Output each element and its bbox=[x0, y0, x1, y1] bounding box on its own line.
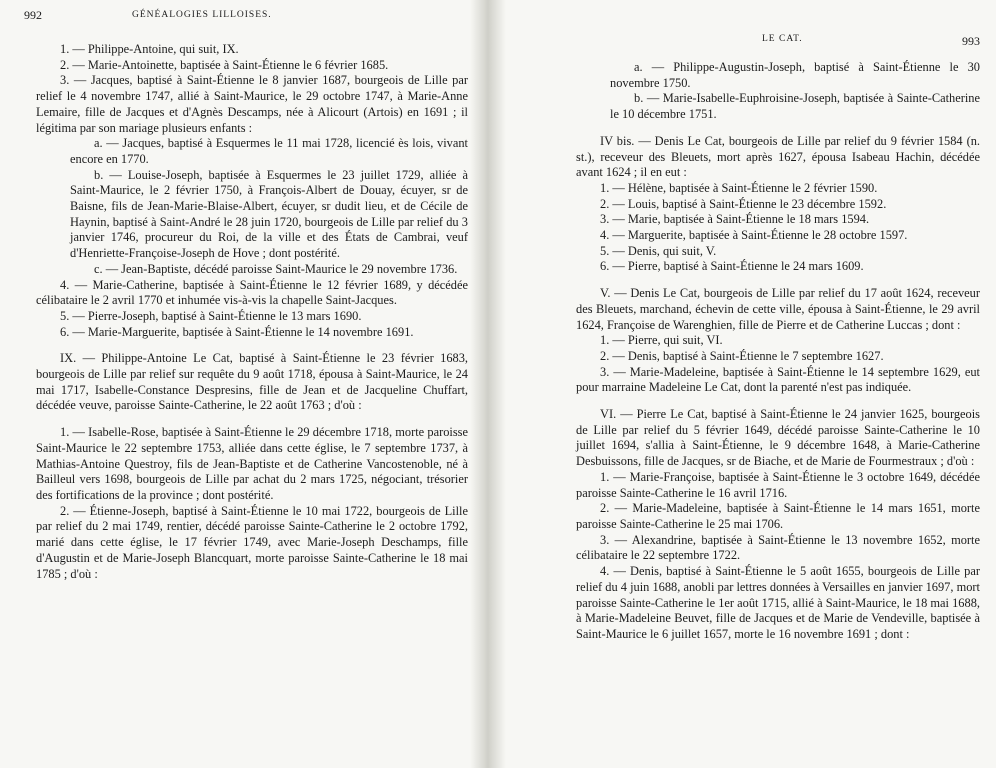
section-gap bbox=[36, 414, 468, 425]
right-text-block bbox=[576, 60, 980, 643]
child-entry: 3. — Marie-Madeleine, baptisée à Saint-Étienne le 14 septembre 1629, eut pour marraine Madeleine Le Cat, dont la parenté n'est pas indiquée. bbox=[576, 364, 980, 395]
grandchild-entry: c. — Jean-Baptiste, décédé paroisse Saint-Maurice le 29 novembre 1736. bbox=[94, 261, 458, 276]
right-page-number: 993 bbox=[962, 34, 980, 48]
grandchild-entry: a. — Jacques, baptisé à Esquermes le 11 mai 1728, licencié ès lois, vivant encore en 1770. bbox=[70, 136, 468, 166]
child-entry: 2. — Étienne-Joseph, baptisé à Saint-Étienne le 10 mai 1722, bourgeois de Lille par relief du 2 mai 1749, rentier, décédé paroisse Sainte-Catherine le 2 octobre 1792, marié dans cette église, le 17 février 1749, avec Marie-Joseph Deschamps, fille d'Augustin et de Marie-Joseph Blancquart, morte paroisse Sainte-Catherine le 18 mai 1785 ; d'où : bbox=[36, 503, 468, 581]
child-entry: 2. — Marie-Madeleine, baptisée à Saint-Étienne le 14 mars 1651, morte paroisse Sainte-Catherine le 25 mai 1706. bbox=[576, 501, 980, 531]
left-running-title: GÉNÉALOGIES LILLOISES. bbox=[132, 10, 272, 20]
left-running-head bbox=[0, 0, 478, 30]
generation-heading-paragraph: VI. — Pierre Le Cat, baptisé à Saint-Étienne le 24 janvier 1625, bourgeois de Lille par relief du 5 février 1649, décédé paroisse Sainte-Catherine le 10 juillet 1694, s'allia à Saint-Étienne, le 9 décembre 1648, à Marie-Catherine Desbuissons, fille de Jacques, sr de Biache, et de Marie de Fourmestraux ; d'où : bbox=[576, 407, 980, 469]
child-entry: 5. — Denis, qui suit, V. bbox=[600, 243, 717, 258]
child-entry: 4. — Marguerite, baptisée à Saint-Étienne le 28 octobre 1597. bbox=[600, 228, 908, 243]
child-entry: 6. — Marie-Marguerite, baptisée à Saint-Étienne le 14 novembre 1691. bbox=[60, 324, 414, 339]
generation-heading-paragraph: IX. — Philippe-Antoine Le Cat, baptisé à Saint-Étienne le 23 février 1683, bourgeois de Lille par relief sur requête du 9 août 1718, épousa à Saint-Maurice, le 24 mai 1717, Isabelle-Constance Despresins, fille de Jean et de Jacqueline Chuffart, décédée veuve, paroisse Sainte-Catherine, le 22 août 1763 ; d'où : bbox=[36, 351, 468, 413]
child-entry: 5. — Pierre-Joseph, baptisé à Saint-Étienne le 13 mars 1690. bbox=[60, 308, 362, 323]
left-page-number: 992 bbox=[24, 8, 42, 22]
generation-heading-paragraph: V. — Denis Le Cat, bourgeois de Lille par relief du 17 août 1624, receveur des Bleuets, marchand, échevin de cette ville, épousa à Saint-Étienne, le 29 avril 1624, Françoise de Warenghien, fille de Pierre et de Catherine Luccas ; dont : bbox=[576, 286, 980, 332]
book-gutter bbox=[470, 0, 506, 768]
child-entry: 4. — Denis, baptisé à Saint-Étienne le 5 août 1655, bourgeois de Lille par relief du 4 juin 1688, anobli par lettres données à Versailles en janvier 1697, mort paroisse Sainte-Catherine le 1er août 1715, allié à Saint-Maurice, le 18 mai 1688, à Marie-Madeleine Beuvet, fille de Jacques et de Marie de Vendeville, baptisée à Saint-Maurice le 6 juillet 1657, morte le 16 novembre 1691 ; dont : bbox=[576, 564, 980, 641]
section-gap bbox=[576, 396, 980, 407]
right-page bbox=[502, 0, 996, 768]
child-entry: 3. — Jacques, baptisé à Saint-Étienne le 8 janvier 1687, bourgeois de Lille par relief le 4 novembre 1747, allié à Saint-Maurice, le 29 octobre 1747, à Marie-Anne Lemaire, fille de Jacques et d'Agnès Descamps, née à Alicourt (Artois) en 1691 ; il légitima par son mariage plusieurs enfants : bbox=[36, 73, 468, 135]
right-running-head bbox=[502, 0, 996, 48]
child-entry: 2. — Louis, baptisé à Saint-Étienne le 23 décembre 1592. bbox=[600, 196, 887, 211]
child-entry: 2. — Marie-Antoinette, baptisée à Saint-Étienne le 6 février 1685. bbox=[60, 57, 389, 72]
section-gap bbox=[36, 340, 468, 351]
right-running-title: LE CAT. bbox=[762, 34, 803, 44]
grandchild-entry: b. — Louise-Joseph, baptisée à Esquermes le 23 juillet 1729, alliée à Saint-Maurice, le 2 février 1750, à François-Albert de Douay, écuyer, sr de Baisne, fils de Jean-Marie-Blaise-Albert, écuyer, sr dudit lieu, et de Cécile de Haynin, baptisé à Saint-André le 28 juin 1720, bourgeois de Lille par relief du 3 janvier 1746, procureur du Roi, de la ville et des États de Cambrai, veuf d'Henriette-Françoise-Joseph de Hove ; dont postérité. bbox=[70, 167, 468, 261]
child-entry: 1. — Isabelle-Rose, baptisée à Saint-Étienne le 29 décembre 1718, morte paroisse Saint-Maurice le 22 septembre 1753, alliée dans cette église, le 7 septembre 1737, à Mathias-Antoine Questroy, fils de Jean-Baptiste et de Catherine Vancostenoble, né à Bailleul vers 1698, bourgeois de Lille par achat du 2 mars 1725, négociant, trésorier des fortifications de la province ; dont postérité. bbox=[36, 425, 468, 502]
grandchild-entry: a. — Philippe-Augustin-Joseph, baptisé à Saint-Étienne le 30 novembre 1750. bbox=[610, 60, 980, 90]
child-entry: 6. — Pierre, baptisé à Saint-Étienne le 24 mars 1609. bbox=[600, 259, 864, 274]
child-entry: 2. — Denis, baptisé à Saint-Étienne le 7 septembre 1627. bbox=[600, 348, 884, 363]
section-gap bbox=[576, 275, 980, 286]
left-text-block bbox=[36, 42, 468, 582]
grandchild-entry: b. — Marie-Isabelle-Euphroisine-Joseph, baptisée à Sainte-Catherine le 10 décembre 1751. bbox=[610, 91, 980, 122]
child-entry: 3. — Alexandrine, baptisée à Saint-Étienne le 13 novembre 1652, morte célibataire le 22 septembre 1722. bbox=[576, 532, 980, 563]
left-page bbox=[0, 0, 478, 768]
generation-heading-paragraph: IV bis. — Denis Le Cat, bourgeois de Lille par relief du 9 février 1584 (n. st.), receveur des Bleuets, mort après 1627, épousa Isabeau Hachin, décédée avant 1624 ; il en eut : bbox=[576, 133, 980, 180]
child-entry: 1. — Hélène, baptisée à Saint-Étienne le 2 février 1590. bbox=[600, 180, 878, 195]
section-gap bbox=[576, 123, 980, 134]
child-entry: 1. — Pierre, qui suit, VI. bbox=[600, 333, 723, 348]
child-entry: 3. — Marie, baptisée à Saint-Étienne le 18 mars 1594. bbox=[600, 212, 870, 227]
child-entry: 1. — Philippe-Antoine, qui suit, IX. bbox=[60, 42, 239, 56]
child-entry: 4. — Marie-Catherine, baptisée à Saint-Étienne le 12 février 1689, y décédée célibataire le 2 avril 1770 et inhumée vis-à-vis la chapelle Saint-Jacques. bbox=[36, 277, 468, 308]
child-entry: 1. — Marie-Françoise, baptisée à Saint-Étienne le 3 octobre 1649, décédée paroisse Sainte-Catherine le 16 avril 1716. bbox=[576, 469, 980, 500]
